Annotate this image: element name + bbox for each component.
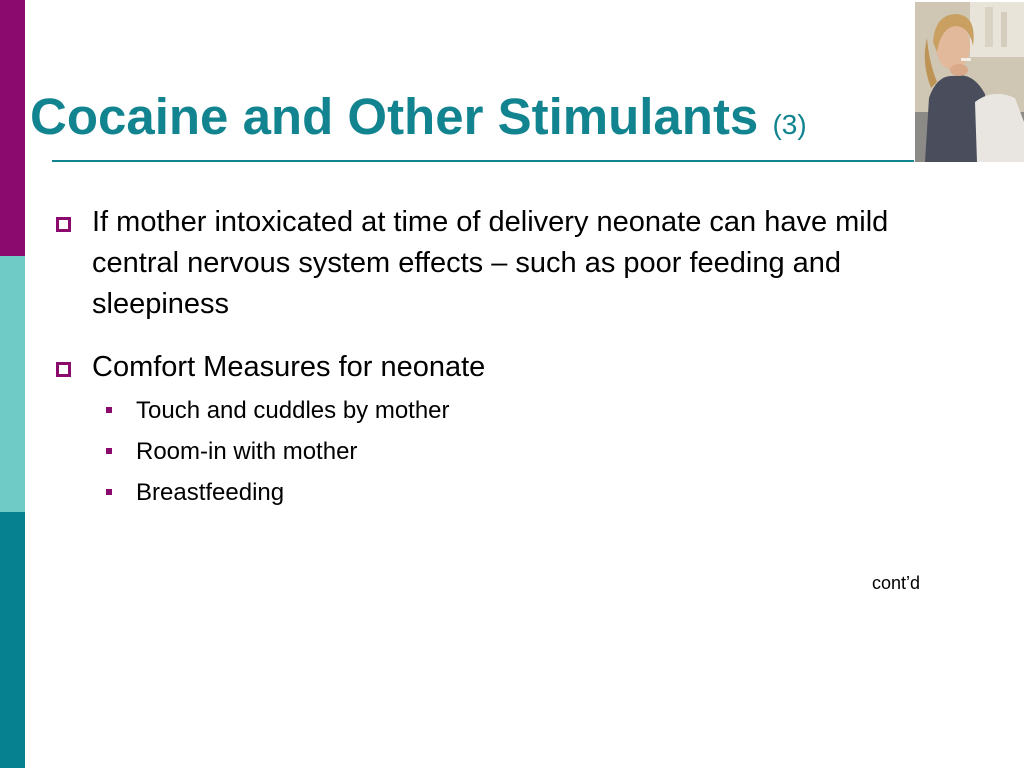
sub-bullet-item [136,472,956,513]
photo-illustration [915,2,1024,162]
continued-label: cont’d [872,573,921,593]
side-bar-middle [0,256,25,512]
sub-bullet-text: Touch and cuddles by mother [136,397,450,424]
slide-title-text: Cocaine and Other Stimulants [30,88,759,145]
slide-content [56,202,956,513]
filled-square-icon [106,448,112,454]
bullet-item [56,347,956,388]
slide-title-suffix: (3) [772,109,807,140]
bullet-item [56,202,956,325]
mother-smoking-photo [915,2,1024,162]
hollow-square-icon [56,217,71,232]
sub-bullet-text: Breastfeeding [136,479,285,506]
title-underline [52,160,914,162]
bullet-text: Comfort Measures for neonate [92,351,486,383]
sub-bullet-list [56,390,956,513]
sub-bullet-text: Room-in with mother [136,438,358,465]
side-bar-bottom [0,512,25,768]
side-bar-top [0,0,25,256]
sub-bullet-item [136,390,956,431]
bullet-text: If mother intoxicated at time of delivery neonate can have mild central nervous system effects – such as poor feeding and sleepiness [92,206,889,320]
filled-square-icon [106,407,112,413]
sub-bullet-item [136,431,956,472]
hollow-square-icon [56,362,71,377]
filled-square-icon [106,489,112,495]
slide-title [30,86,807,147]
